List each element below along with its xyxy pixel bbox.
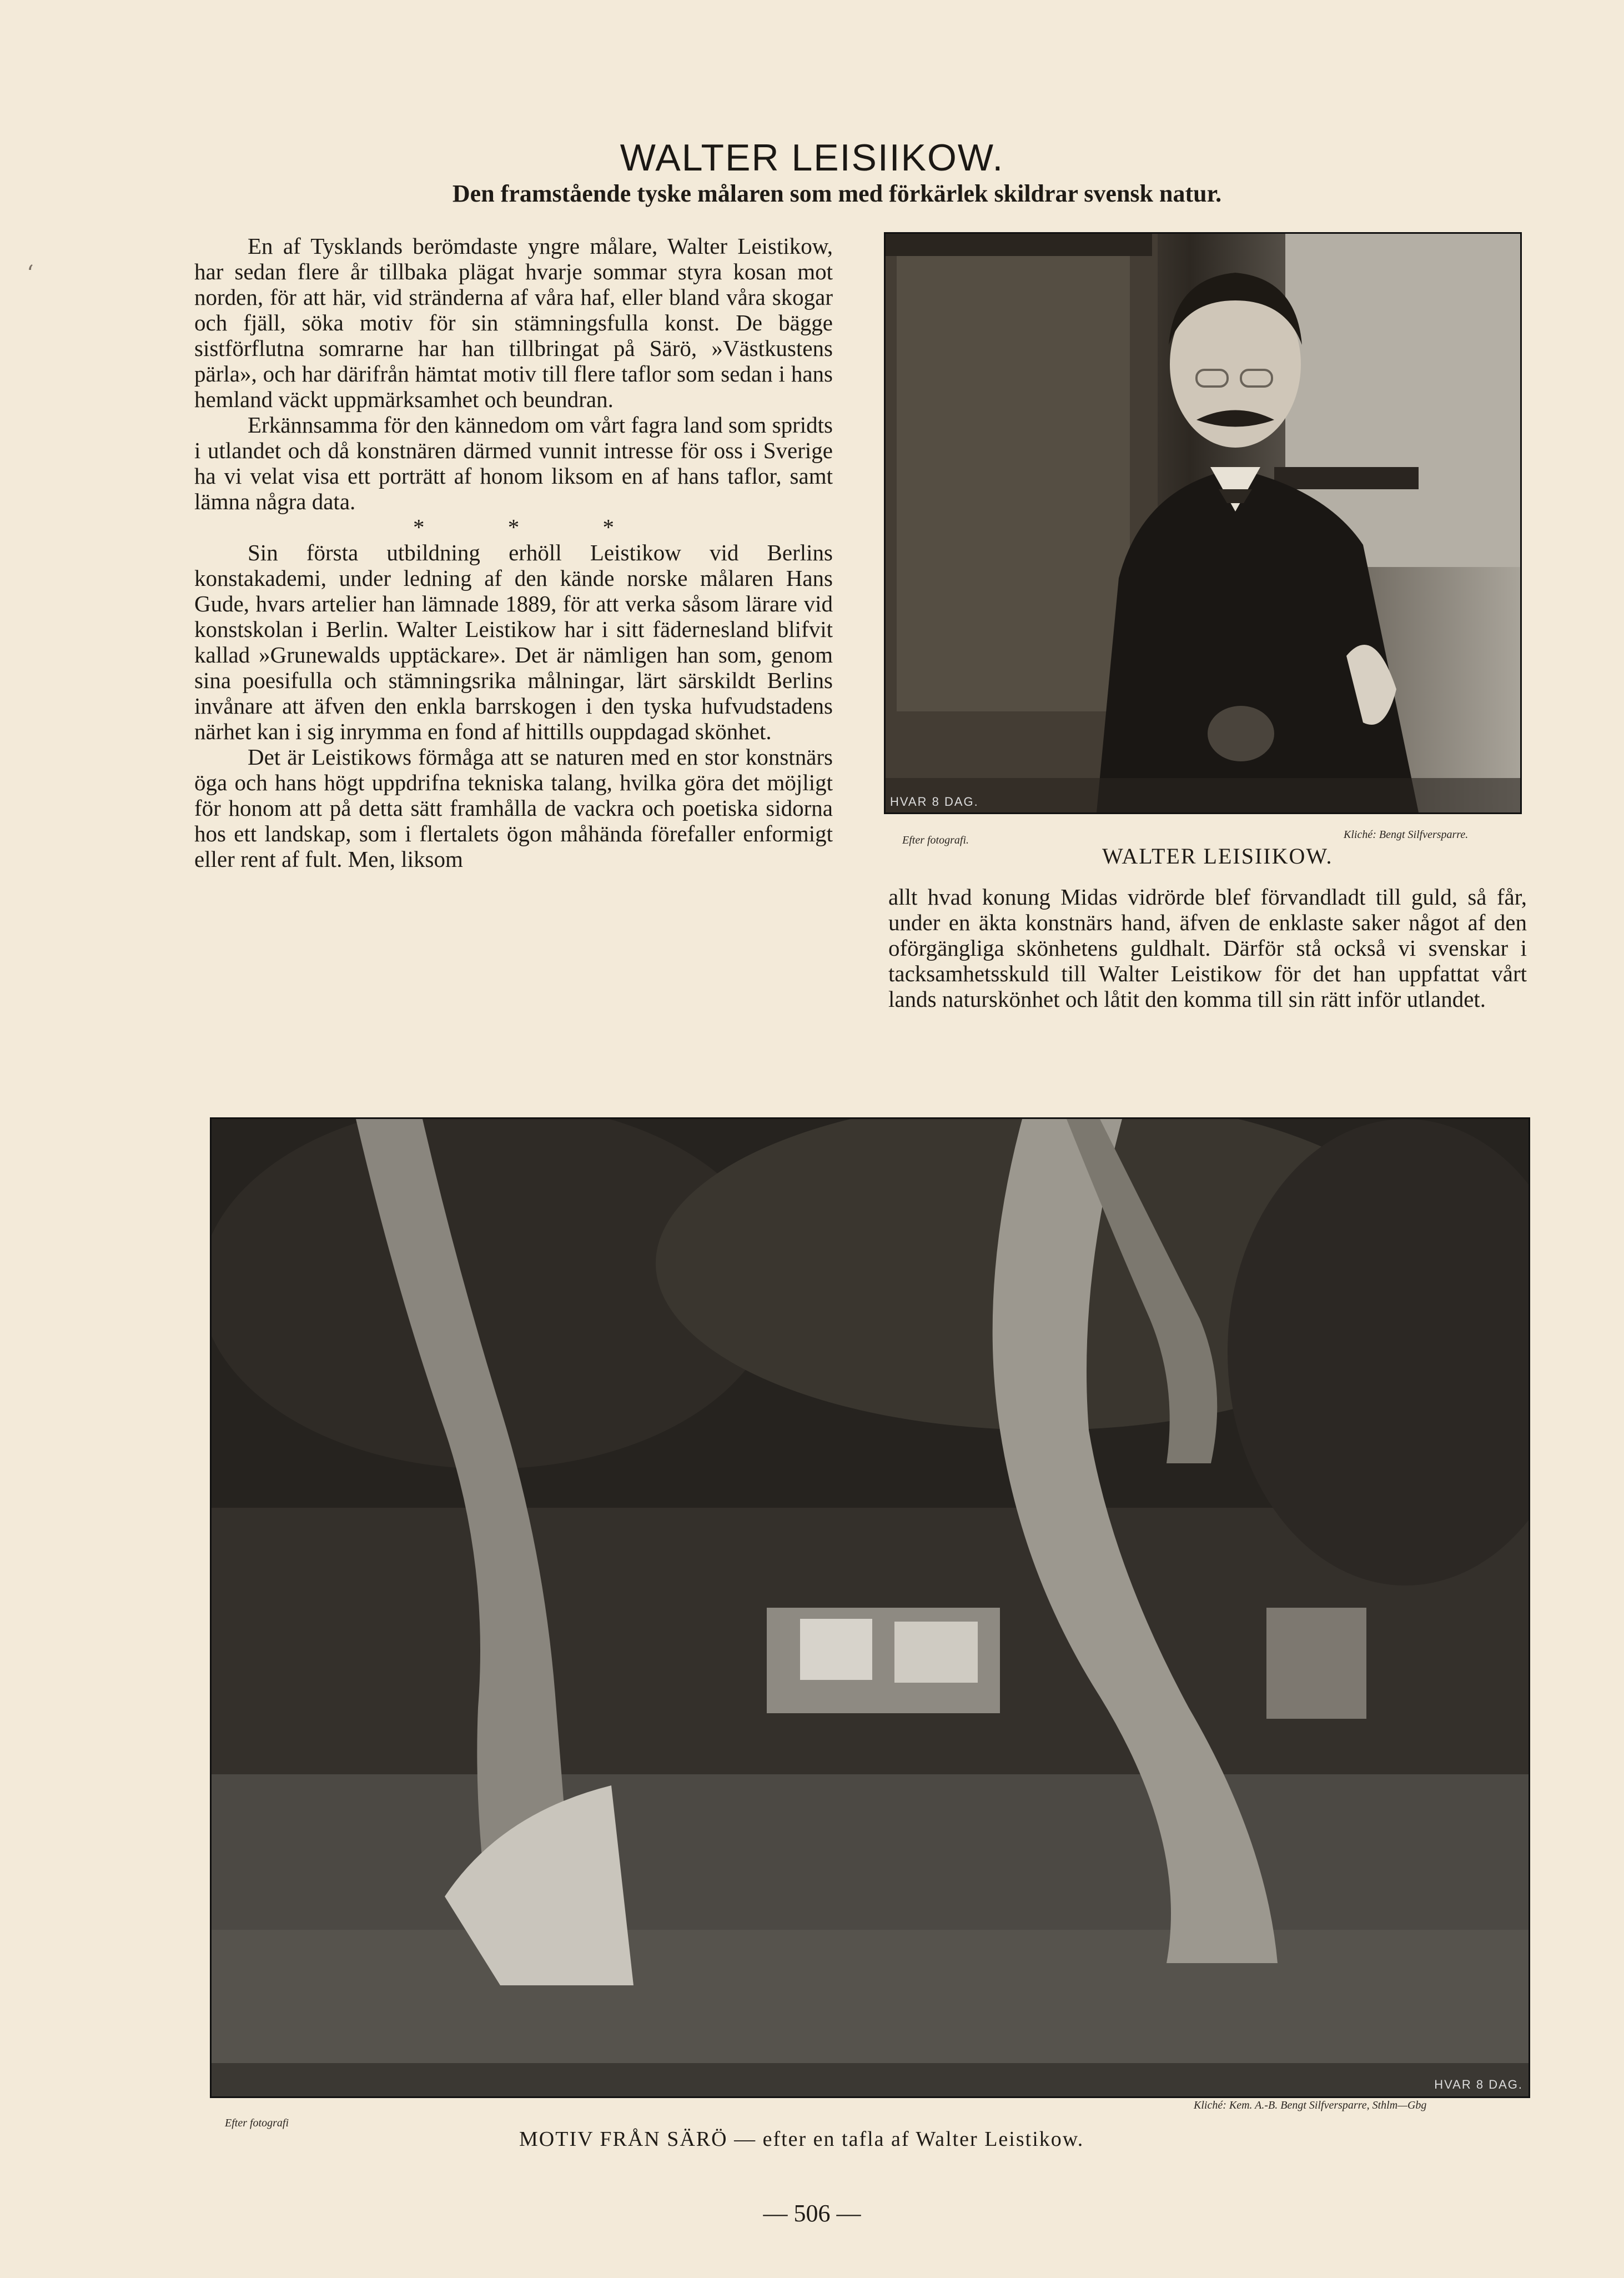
section-divider: * * * [413, 514, 653, 540]
page-number: — 506 — [763, 2200, 861, 2227]
portrait-watermark: HVAR 8 DAG. [890, 795, 979, 809]
left-column [194, 233, 833, 872]
painting-caption: MOTIV FRÅN SÄRÖ — efter en tafla af Walter Leistikow. [519, 2128, 1084, 2151]
article-title: WALTER LEISIIKOW. [620, 137, 1004, 179]
page-smudge: ‘ [27, 261, 34, 287]
painting-watermark: HVAR 8 DAG. [1434, 2078, 1523, 2091]
portrait-caption: WALTER LEISIIKOW. [1102, 844, 1333, 869]
paragraph-talent: Det är Leistikows förmåga att se naturen med en stor konstnärs öga och hans högt uppdrifna tekniska talang, hvilka göra det möjligt för honom att på detta sätt framhålla de vackra och poetiska sidorna hos ett landskap, som i flertalets ögon måhända förefaller enformigt eller rent af fult. Men, liksom [194, 744, 833, 872]
paragraph-midas: allt hvad konung Midas vidrörde blef förvandladt till guld, så får, under en äkta konstnärs hand, äfven de enklaste saker något af den oförgängliga skönhetens guldhalt. Därför stå också vi svenskar i tacksamhetsskuld till Walter Leistikow för det han uppfattat vårt lands naturskönhet och låtit den komma till sin rätt inför utlandet. [888, 884, 1527, 1012]
painting-reproduction [210, 1117, 1530, 2098]
portrait-credit-right: Kliché: Bengt Silfversparre. [1344, 829, 1469, 841]
paragraph-education: Sin första utbildning erhöll Leistikow vid Berlins konstakademi, under ledning af den kände norske målaren Hans Gude, hvars artelier han lämnade 1889, för att verka såsom lärare vid konstskolan i Berlin. Walter Leistikow har i sitt fädernesland blifvit kallad »Grunewalds upptäckare». Det är nämligen han som, genom sina poesifulla och stämningsrika målningar, lärt särskildt Berlins invånare att äfven den enkla barrskogen i den tyska hufvudstadens närhet kan i sig inrymma en fond af hittills ouppdagad skönhet. [194, 540, 833, 744]
painting-credit-right: Kliché: Kem. A.-B. Bengt Silfversparre, Sthlm—Gbg [1194, 2099, 1427, 2111]
portrait-credit-left: Efter fotografi. [902, 834, 969, 846]
paragraph-recognition: Erkännsamma för den kännedom om vårt fagra land som spridts i utlandet och då konstnären därmed vunnit intresse för oss i Sverige ha vi velat visa ett porträtt af honom liksom en af hans taflor, samt lämna några data. [194, 412, 833, 514]
portrait-photo [884, 232, 1522, 814]
portrait-illustration [886, 234, 1520, 812]
article-subtitle: Den framstående tyske målaren som med förkärlek skildrar svensk natur. [452, 180, 1222, 207]
painting-credit-left: Efter fotografi [225, 2117, 289, 2129]
paragraph-intro: En af Tysklands berömdaste yngre målare, Walter Leistikow, har sedan flere år tillbaka plägat hvarje sommar styra kosan mot norden, för att här, vid stränderna af våra haf, eller bland våra skogar och fjäll, söka motiv för sin stämningsfulla konst. De bägge sistförflutna somrarne har han tillbringat på Särö, »Västkustens pärla», och har därifrån hämtat motiv till flere taflor som sedan i hans hemland väckt uppmärksamhet och beundran. [194, 233, 833, 412]
painting-illustration [212, 1119, 1529, 2096]
right-column [888, 884, 1527, 1012]
